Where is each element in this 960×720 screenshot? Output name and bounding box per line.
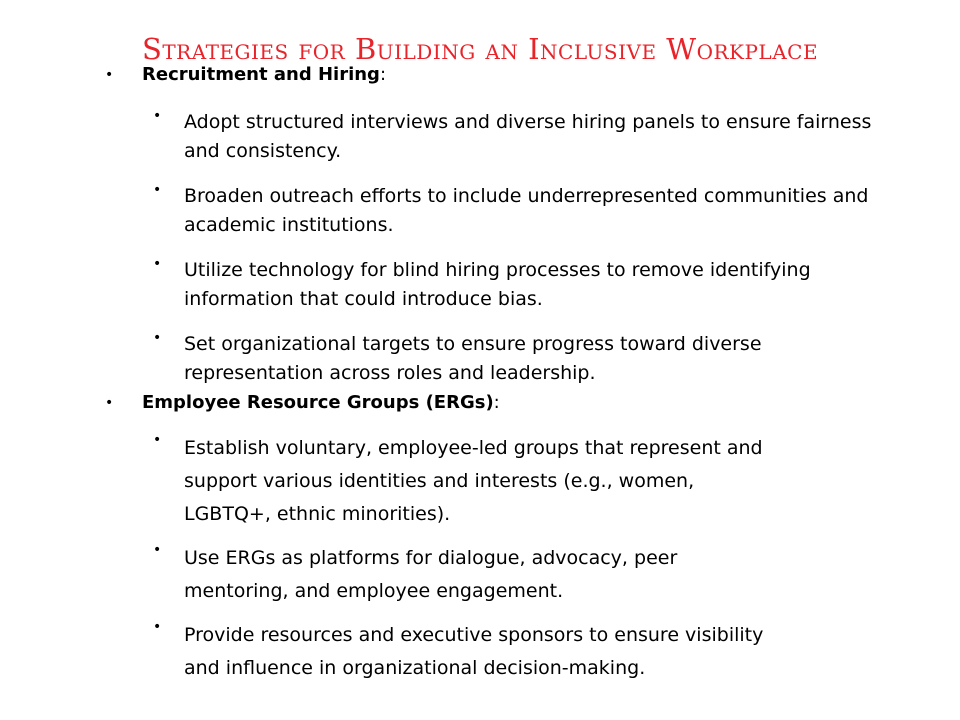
list-item-text: Set organizational targets to ensure progress toward diverse representation across roles and leadership.	[184, 333, 762, 384]
bullet-icon: •	[153, 256, 162, 272]
bullet-icon: •	[153, 619, 162, 635]
section-heading-label: Employee Resource Groups (ERGs)	[142, 392, 494, 413]
bullet-icon: •	[153, 432, 162, 448]
bullet-icon: •	[153, 542, 162, 558]
bullet-icon: •	[105, 395, 114, 411]
section-heading-text	[142, 390, 500, 416]
list-item-text: Use ERGs as platforms for dialogue, advocacy, peer mentoring, and employee engagement.	[184, 547, 678, 602]
section-heading-colon: :	[493, 392, 500, 413]
list-item-text: Utilize technology for blind hiring processes to remove identifying information that could introduce bias.	[184, 259, 811, 310]
section-heading-colon: :	[379, 64, 387, 85]
section-heading-text	[142, 62, 386, 88]
list-item-text: Adopt structured interviews and diverse hiring panels to ensure fairness and consistency.	[184, 111, 872, 162]
slide-title: Strategies for Building an Inclusive Workplace	[141, 32, 819, 66]
bullet-icon: •	[105, 67, 114, 83]
list-item-text: Provide resources and executive sponsors to ensure visibility and influence in organizational decision-making.	[184, 624, 764, 679]
section-heading-label: Recruitment and Hiring	[142, 64, 380, 85]
list-item-text: Establish voluntary, employee-led groups that represent and support various identities and interests (e.g., women, LGBTQ+, ethnic minorities).	[184, 437, 763, 525]
bullet-icon: •	[153, 182, 162, 198]
list-item-text: Broaden outreach efforts to include underrepresented communities and academic institutions.	[184, 185, 869, 236]
bullet-icon: •	[153, 108, 162, 124]
bullet-icon: •	[153, 330, 162, 346]
